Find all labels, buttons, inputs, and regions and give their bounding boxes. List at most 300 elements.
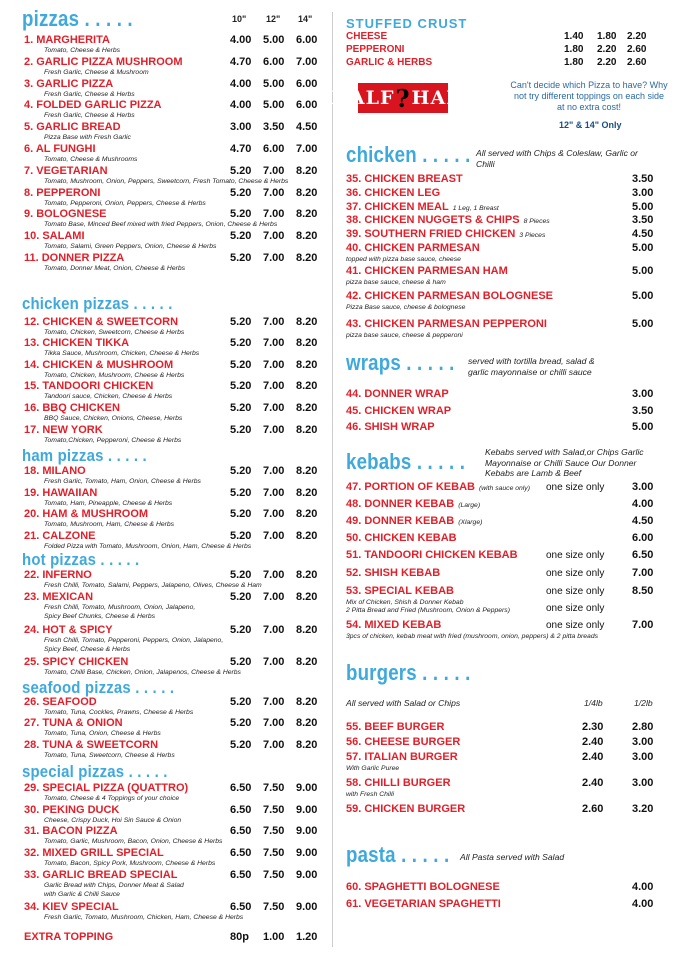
item-price: 6.00 (632, 532, 654, 544)
item-description-2: 2 Pitta Bread and Fried (Mushroom, Onion & Peppers) (346, 607, 510, 614)
special-pizzas-title: special pizzas . . . . . (22, 762, 168, 781)
chicken-pizzas-title: chicken pizzas . . . . . (22, 294, 173, 313)
pasta-note: All Pasta served with Salad (460, 852, 565, 862)
item-price: 7.00 (263, 530, 285, 542)
item-price: 7.00 (263, 252, 285, 264)
item-price: 7.00 (263, 165, 285, 177)
item-name: 1. MARGHERITA (24, 34, 110, 46)
item-name (346, 898, 501, 910)
item-price: 5.20 (230, 187, 252, 199)
item-price: 8.20 (296, 380, 318, 392)
item-price: 7.00 (263, 717, 285, 729)
item-description: Tomato, Cheese & 4 Toppings of your choice (44, 795, 180, 802)
item-name-text: 47. PORTION OF KEBAB (346, 481, 475, 493)
item-price: 5.20 (230, 569, 252, 581)
item-price: 2.80 (632, 721, 654, 733)
extra-topping-price-12: 1.00 (263, 931, 285, 943)
item-description: Tomato, Tuna, Cockles, Prawns, Cheese & Herbs (44, 709, 194, 716)
item-price: 8.20 (296, 508, 318, 520)
item-price: 7.00 (263, 208, 285, 220)
item-name-text: 40. CHICKEN PARMESAN (346, 242, 480, 254)
item-name (346, 881, 500, 893)
item-price: 5.20 (230, 252, 252, 264)
item-price: 8.50 (632, 585, 654, 597)
item-price: 8.20 (296, 165, 318, 177)
item-inline-note: (with sauce only) (478, 485, 530, 492)
item-description-2: Spicy Beef Chunks, Cheese & Herbs (44, 613, 156, 620)
menu-item-row (24, 316, 324, 336)
item-name-text: 44. DONNER WRAP (346, 388, 449, 400)
item-name: 13. CHICKEN TIKKA (24, 337, 130, 349)
item-price: 5.20 (230, 624, 252, 636)
menu-item-row (24, 569, 324, 589)
menu-item-row (346, 567, 656, 587)
item-name (346, 498, 480, 510)
item-name-text: 49. DONNER KEBAB (346, 515, 455, 527)
item-description: Cheese, Crispy Duck, Hoi Sin Sauce & Onion (44, 817, 182, 824)
menu-item-row (24, 34, 324, 54)
stuffed-crust-row (346, 57, 646, 69)
item-name: 25. SPICY CHICKEN (24, 656, 129, 668)
item-description: Tandoori sauce, Chicken, Cheese & Herbs (44, 393, 173, 400)
menu-item-row (346, 619, 656, 639)
item-price: 7.00 (263, 624, 285, 636)
item-name: 18. MILANO (24, 465, 86, 477)
burgers-title: burgers . . . . . (346, 660, 471, 685)
item-name (346, 515, 482, 527)
item-price: 8.20 (296, 717, 318, 729)
kebabs-note: Kebabs served with Salad,or Chips Garlic Mayonnaise or Chilli Sauce Our Donner Kebabs are Lamb & Beef (485, 447, 644, 478)
stuffed-crust-price: 2.20 (597, 57, 617, 68)
item-price: 8.20 (296, 230, 318, 242)
item-price: 7.00 (263, 424, 285, 436)
item-price: 7.00 (263, 465, 285, 477)
item-name-text: 38. CHICKEN NUGGETS & CHIPS (346, 214, 520, 226)
item-price: 7.50 (263, 782, 285, 794)
item-price: 4.00 (230, 78, 252, 90)
item-price: 3.50 (263, 121, 285, 133)
item-price: 8.20 (296, 656, 318, 668)
item-price: 5.20 (230, 316, 252, 328)
item-size-note: one size only (546, 586, 605, 597)
item-description: Mix of Chicken, Shish & Donner Kebab (346, 599, 464, 606)
item-name: 16. BBQ CHICKEN (24, 402, 120, 414)
column-divider (332, 12, 333, 947)
burgers-size-half: 1/2lb (634, 698, 653, 708)
item-description-2: Spicy Beef, Cheese & Herbs (44, 646, 131, 653)
item-name (346, 242, 480, 254)
item-name-text: 42. CHICKEN PARMESAN BOLOGNESE (346, 290, 553, 302)
item-price: 3.00 (632, 736, 654, 748)
item-price: 7.00 (263, 230, 285, 242)
item-name-text: 48. DONNER KEBAB (346, 498, 455, 510)
menu-item-row (24, 487, 324, 507)
item-price: 6.50 (230, 869, 252, 881)
extra-topping-price-10: 80p (230, 931, 249, 943)
item-price: 8.20 (296, 696, 318, 708)
hot-pizzas-title: hot pizzas . . . . . (22, 550, 140, 569)
item-name (346, 173, 463, 185)
menu-item-row (24, 530, 324, 550)
item-description: Tomato,Chicken, Pepperoni, Cheese & Herbs (44, 437, 182, 444)
item-description: Tomato, Ham, Pineapple, Cheese & Herbs (44, 500, 173, 507)
item-price: 4.00 (230, 34, 252, 46)
item-price: 7.00 (263, 656, 285, 668)
half-half-text: Can't decide which Pizza to have? Why not try different toppings on each side at no extra cost! (510, 80, 668, 112)
item-name: 8. PEPPERONI (24, 187, 101, 199)
item-price: 8.20 (296, 252, 318, 264)
item-price: 5.20 (230, 380, 252, 392)
item-name: 5. GARLIC BREAD (24, 121, 121, 133)
item-description: Fresh Chilli, Tomato, Salami, Peppers, Jalapeno, Olives, Cheese & Ham (44, 582, 262, 589)
stuffed-crust-price: 2.60 (627, 44, 647, 55)
item-name: 55. BEEF BURGER (346, 721, 445, 733)
item-price: 5.00 (632, 201, 654, 213)
item-name-text: 39. SOUTHERN FRIED CHICKEN (346, 228, 516, 240)
item-size-note: one size only (546, 620, 605, 631)
item-description: Tomato, Pepperoni, Onion, Peppers, Cheese & Herbs (44, 200, 206, 207)
item-description: with Fresh Chilli (346, 791, 394, 798)
burgers-note: All served with Salad or Chips (346, 698, 461, 708)
item-price: 7.50 (263, 804, 285, 816)
item-price: 5.20 (230, 337, 252, 349)
stuffed-crust-price: 2.20 (627, 31, 647, 42)
item-description: Tomato, Cheese & Herbs (44, 47, 121, 54)
menu-item-row (346, 421, 656, 441)
item-price: 5.20 (230, 208, 252, 220)
menu-item-row (24, 739, 324, 759)
item-description: Tikka Sauce, Mushroom, Chicken, Cheese & Herbs (44, 350, 200, 357)
item-price: 5.20 (230, 696, 252, 708)
menu-item-row (346, 585, 656, 614)
item-description: Fresh Chilli, Tomato, Pepperoni, Peppers, Onion, Jalapeno, (44, 637, 224, 644)
item-price: 4.50 (632, 515, 654, 527)
item-price: 5.00 (632, 421, 654, 433)
item-price: 7.00 (263, 359, 285, 371)
item-name: 28. TUNA & SWEETCORN (24, 739, 159, 751)
item-price: 9.00 (296, 847, 318, 859)
item-name: 11. DONNER PIZZA (24, 252, 125, 264)
item-name (346, 585, 454, 597)
item-price: 5.20 (230, 165, 252, 177)
item-inline-note: 3 Pieces (519, 232, 546, 239)
item-price: 3.00 (632, 481, 654, 493)
pizzas-title: pizzas . . . . . (22, 6, 133, 31)
menu-item-row (346, 898, 656, 918)
item-name (346, 228, 545, 240)
item-price: 8.20 (296, 624, 318, 636)
item-name: 14. CHICKEN & MUSHROOM (24, 359, 174, 371)
item-description: Tomato, Chicken, Mushroom, Cheese & Herbs (44, 372, 185, 379)
item-name: 57. ITALIAN BURGER (346, 751, 458, 763)
item-name: 7. VEGETARIAN (24, 165, 108, 177)
item-description: Fresh Garlic, Cheese & Herbs (44, 91, 135, 98)
item-price: 5.20 (230, 465, 252, 477)
stuffed-crust-price: 1.80 (564, 57, 584, 68)
half-half-logo-left: HALF (330, 87, 395, 109)
item-name-text: 45. CHICKEN WRAP (346, 405, 452, 417)
item-price: 5.20 (230, 402, 252, 414)
size-10-header: 10" (232, 14, 247, 24)
menu-item-row (346, 777, 656, 797)
item-price: 8.20 (296, 465, 318, 477)
item-price: 9.00 (296, 869, 318, 881)
item-name: 15. TANDOORI CHICKEN (24, 380, 154, 392)
kebabs-title: kebabs . . . . . (346, 449, 466, 474)
menu-item-row (24, 424, 324, 444)
item-price: 8.20 (296, 316, 318, 328)
item-price: 3.20 (632, 803, 654, 815)
item-price: 6.50 (230, 825, 252, 837)
item-name (346, 619, 441, 631)
item-price: 4.00 (230, 99, 252, 111)
item-price: 8.20 (296, 187, 318, 199)
item-description: BBQ Sauce, Chicken, Onions, Cheese, Herbs (44, 415, 183, 422)
stuffed-crust-title: STUFFED CRUST (346, 16, 468, 31)
item-price: 8.20 (296, 530, 318, 542)
item-price: 3.50 (632, 173, 654, 185)
menu-item-row (24, 252, 324, 272)
item-price: 4.50 (632, 228, 654, 240)
item-name-text: 53. SPECIAL KEBAB (346, 585, 454, 597)
item-name: 30. PEKING DUCK (24, 804, 120, 816)
item-size-note-2: one size only (546, 603, 605, 614)
item-name-text: 36. CHICKEN LEG (346, 187, 441, 199)
item-price: 9.00 (296, 825, 318, 837)
pasta-title: pasta . . . . . (346, 842, 450, 867)
item-price: 4.00 (632, 881, 654, 893)
item-price: 5.00 (632, 242, 654, 254)
item-price: 6.50 (230, 782, 252, 794)
wraps-title: wraps . . . . . (346, 350, 455, 375)
item-inline-note: (Xlarge) (458, 519, 483, 526)
item-description-2: with Garlic & Chilli Sauce (44, 891, 120, 898)
half-half-logo-right: HALF (411, 87, 476, 109)
item-description: 3pcs of chicken, kebab meat with fried (mushroom, onion, peppers) & 2 pitta breads (346, 633, 598, 640)
menu-item-row (24, 869, 324, 898)
item-description: Tomato Base, Minced Beef mixed with fried Peppers, Onion, Cheese & Herbs (44, 221, 278, 228)
item-price: 5.20 (230, 530, 252, 542)
extra-topping-name: EXTRA TOPPING (24, 931, 114, 943)
item-description: Fresh Garlic, Cheese & Herbs (44, 112, 135, 119)
item-name (346, 214, 550, 226)
stuffed-crust-name: GARLIC & HERBS (346, 57, 433, 68)
item-price: 4.70 (230, 56, 252, 68)
stuffed-crust-price: 1.40 (564, 31, 584, 42)
ham-pizzas-title: ham pizzas . . . . . (22, 446, 147, 465)
item-description: Tomato, Bacon, Spicy Pork, Mushroom, Cheese & Herbs (44, 860, 216, 867)
stuffed-crust-price: 2.60 (627, 57, 647, 68)
item-name-text: 52. SHISH KEBAB (346, 567, 441, 579)
menu-item-row (24, 359, 324, 379)
item-price: 6.00 (296, 34, 318, 46)
menu-item-row (346, 242, 656, 262)
item-price: 7.00 (296, 56, 318, 68)
item-price: 8.20 (296, 337, 318, 349)
menu-item-row (24, 230, 324, 250)
item-name: 58. CHILLI BURGER (346, 777, 451, 789)
item-price: 7.50 (263, 825, 285, 837)
item-price: 7.00 (263, 316, 285, 328)
item-name: 6. AL FUNGHI (24, 143, 96, 155)
item-price: 7.00 (263, 402, 285, 414)
item-name (346, 318, 547, 330)
item-price: 5.20 (230, 717, 252, 729)
item-name (346, 549, 518, 561)
item-description: With Garlic Puree (346, 765, 400, 772)
item-price: 7.00 (263, 337, 285, 349)
item-price: 9.00 (296, 782, 318, 794)
item-inline-note: (Large) (458, 502, 481, 509)
menu-item-row (24, 508, 324, 528)
item-price: 7.00 (263, 187, 285, 199)
size-14-header: 14" (298, 14, 313, 24)
item-price: 7.00 (263, 487, 285, 499)
item-price: 6.00 (296, 99, 318, 111)
stuffed-crust-name: CHEESE (346, 31, 388, 42)
item-price: 8.20 (296, 569, 318, 581)
half-half-logo-q: ? (395, 83, 411, 113)
item-name: 34. KIEV SPECIAL (24, 901, 119, 913)
item-price: 3.00 (632, 777, 654, 789)
item-price: 8.20 (296, 591, 318, 603)
item-name: 9. BOLOGNESE (24, 208, 107, 220)
item-price: 5.20 (230, 487, 252, 499)
menu-item-row (346, 751, 656, 771)
item-name: 26. SEAFOOD (24, 696, 97, 708)
item-price: 6.00 (263, 143, 285, 155)
burgers-size-quarter: 1/4lb (584, 698, 603, 708)
item-name: 21. CALZONE (24, 530, 96, 542)
item-price: 7.50 (263, 869, 285, 881)
item-description: Tomato, Tuna, Sweetcorn, Cheese & Herbs (44, 752, 175, 759)
item-description: Tomato, Mushroom, Ham, Cheese & Herbs (44, 521, 175, 528)
half-half-only: 12" & 14" Only (559, 120, 622, 130)
seafood-pizzas-title: seafood pizzas . . . . . (22, 678, 175, 697)
item-description: Tomato, Chicken, Sweetcorn, Cheese & Herbs (44, 329, 185, 336)
item-price: 9.00 (296, 901, 318, 913)
item-name: 33. GARLIC BREAD SPECIAL (24, 869, 178, 881)
item-name-text: 50. CHICKEN KEBAB (346, 532, 457, 544)
item-description: Fresh Garlic, Cheese & Mushroom (44, 69, 149, 76)
item-name: 56. CHEESE BURGER (346, 736, 461, 748)
item-name: 17. NEW YORK (24, 424, 103, 436)
item-name-text: 46. SHISH WRAP (346, 421, 435, 433)
item-description: Tomato, Tuna, Onion, Cheese & Herbs (44, 730, 161, 737)
item-name (346, 405, 451, 417)
item-name-text: 60. SPAGHETTI BOLOGNESE (346, 881, 500, 893)
item-price: 5.20 (230, 359, 252, 371)
item-description: pizza base sauce, cheese & pepperoni (346, 332, 463, 339)
menu-item-row (24, 402, 324, 422)
item-name-text: 41. CHICKEN PARMESAN HAM (346, 265, 508, 277)
item-price: 6.50 (230, 847, 252, 859)
item-price: 8.20 (296, 402, 318, 414)
item-name (346, 290, 553, 302)
menu-item-row (346, 803, 656, 823)
item-price: 7.00 (263, 380, 285, 392)
item-price: 7.00 (263, 696, 285, 708)
chicken-note: All served with Chips & Coleslaw, Garlic or Chilli (476, 148, 638, 169)
item-price: 5.00 (263, 34, 285, 46)
item-price: 5.20 (230, 230, 252, 242)
item-price: 7.00 (632, 567, 654, 579)
item-description: Tomato, Salami, Green Peppers, Onion, Cheese & Herbs (44, 243, 217, 250)
item-price: 3.00 (632, 187, 654, 199)
menu-item-row (24, 121, 324, 141)
item-name (346, 532, 457, 544)
item-description: Garlic Bread with Chips, Donner Meat & Salad (44, 882, 184, 889)
item-name: 22. INFERNO (24, 569, 92, 581)
item-price: 5.00 (632, 290, 654, 302)
item-name: 24. HOT & SPICY (24, 624, 113, 636)
item-name (346, 265, 508, 277)
item-price: 5.00 (263, 78, 285, 90)
item-name: 2. GARLIC PIZZA MUSHROOM (24, 56, 183, 68)
item-price: 8.20 (296, 208, 318, 220)
stuffed-crust-name: PEPPERONI (346, 44, 405, 55)
menu-item-row (24, 825, 324, 845)
menu-item-row (24, 143, 324, 163)
item-description: Tomato, Chilli Base, Chicken, Onion, Jalapenos, Cheese & Herbs (44, 669, 241, 676)
menu-item-row (24, 782, 324, 802)
item-description: Fresh Garlic, Tomato, Ham, Onion, Cheese & Herbs (44, 478, 201, 485)
item-price: 5.20 (230, 739, 252, 751)
item-size-note: one size only (546, 550, 605, 561)
item-name-text: 54. MIXED KEBAB (346, 619, 442, 631)
item-name-text: 37. CHICKEN MEAL (346, 201, 449, 213)
item-price: 8.20 (296, 359, 318, 371)
item-name-text: 43. CHICKEN PARMESAN PEPPERONI (346, 318, 547, 330)
item-name: 32. MIXED GRILL SPECIAL (24, 847, 164, 859)
item-price: 6.50 (632, 549, 654, 561)
item-inline-note: 8 Pieces (523, 218, 550, 225)
item-name: 4. FOLDED GARLIC PIZZA (24, 99, 162, 111)
item-name (346, 201, 499, 213)
item-name (346, 187, 440, 199)
menu-item-row (24, 208, 324, 228)
menu-item-row (346, 318, 656, 338)
half-half-logo (330, 83, 476, 113)
item-price: 3.50 (632, 214, 654, 226)
item-price: 6.00 (263, 56, 285, 68)
extra-topping-row (24, 931, 324, 951)
item-inline-note: 1 Leg, 1 Breast (452, 205, 499, 212)
item-price: 7.00 (263, 591, 285, 603)
item-price: 8.20 (296, 487, 318, 499)
item-description: Fresh Chilli, Tomato, Mushroom, Onion, Jalapeno, (44, 604, 196, 611)
menu-item-row (24, 656, 324, 676)
item-price: 7.00 (263, 739, 285, 751)
menu-item-row (24, 380, 324, 400)
item-price: 2.40 (582, 736, 604, 748)
menu-item-row (24, 465, 324, 485)
stuffed-crust-price: 1.80 (597, 31, 617, 42)
item-price: 5.20 (230, 424, 252, 436)
stuffed-crust-row (346, 44, 646, 56)
item-price: 6.50 (230, 901, 252, 913)
menu-item-row (24, 99, 324, 119)
menu-item-row (346, 265, 656, 285)
menu-item-row (24, 717, 324, 737)
item-name-text: 35. CHICKEN BREAST (346, 173, 463, 185)
menu-item-row (24, 624, 324, 653)
stuffed-crust-price: 2.20 (597, 44, 617, 55)
item-price: 7.00 (632, 619, 654, 631)
item-description: Folded Pizza with Tomato, Mushroom, Onion, Ham, Cheese & Herbs (44, 543, 252, 550)
item-price: 4.50 (296, 121, 318, 133)
item-price: 2.40 (582, 777, 604, 789)
